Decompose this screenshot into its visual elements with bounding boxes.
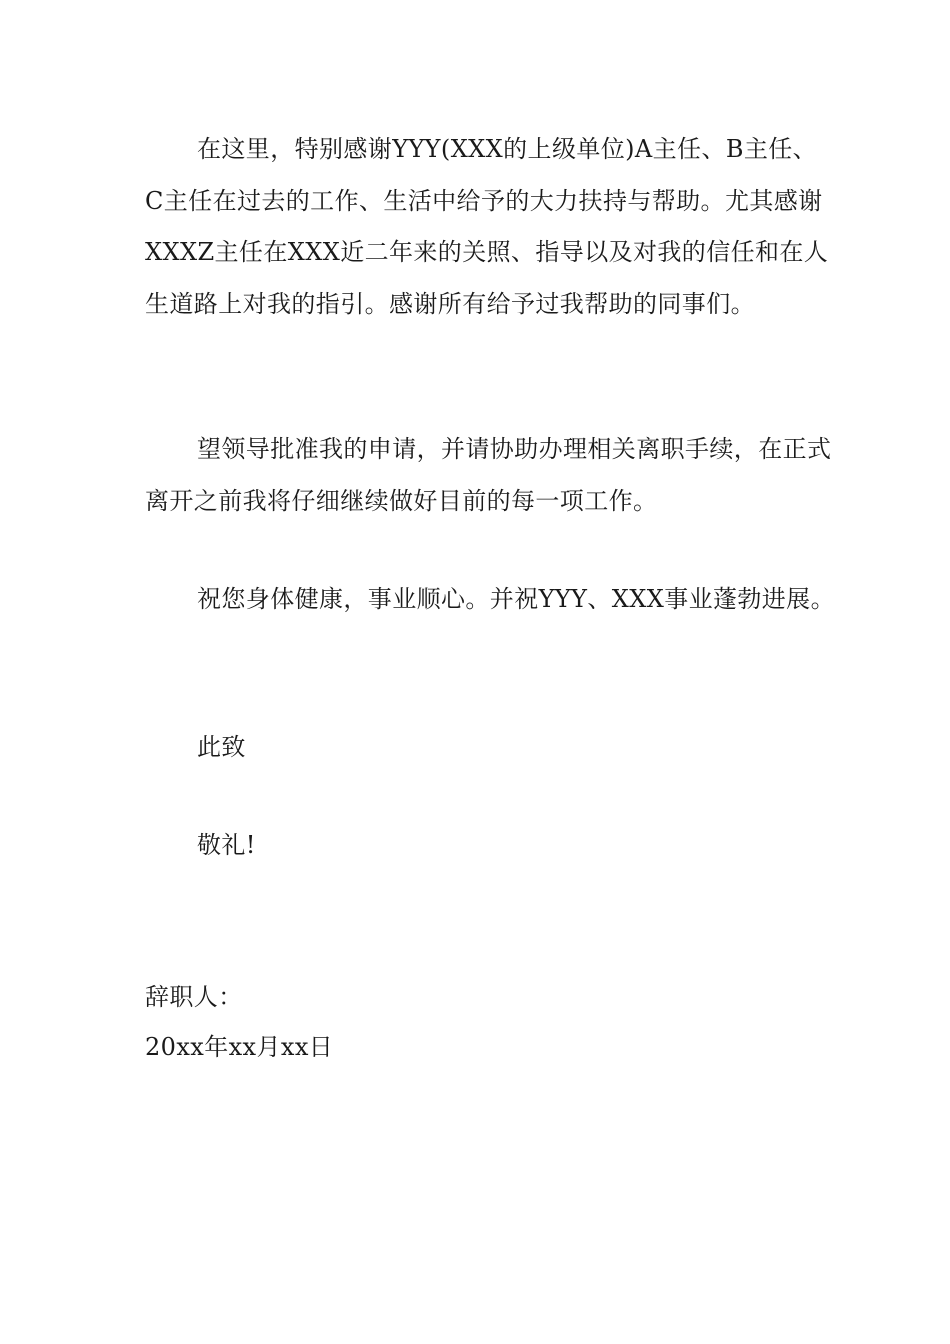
signer-label: 辞职人： [145, 983, 243, 1011]
closing-regards: 敬礼! [197, 831, 256, 859]
thanks-paragraph: 在这里，特别感谢YYY(XXX的上级单位)A主任、B主任、C主任在过去的工作、生活中给予的大力扶持与帮助。尤其感谢XXXZ主任在XXX近二年来的关照、指导以及对我的信任和在人生道路上对我的指引。感谢所有给予过我帮助的同事们。 [145, 135, 829, 318]
request-paragraph: 望领导批准我的申请，并请协助办理相关离职手续，在正式离开之前我将仔细继续做好目前的每一项工作。 [145, 435, 832, 515]
signature-date: 20xx年xx月xx日 [145, 1033, 334, 1061]
wishes-paragraph: 祝您身体健康，事业顺心。并祝YYY、XXX事业蓬勃进展。 [197, 585, 835, 613]
closing-salutation: 此致 [197, 733, 246, 761]
